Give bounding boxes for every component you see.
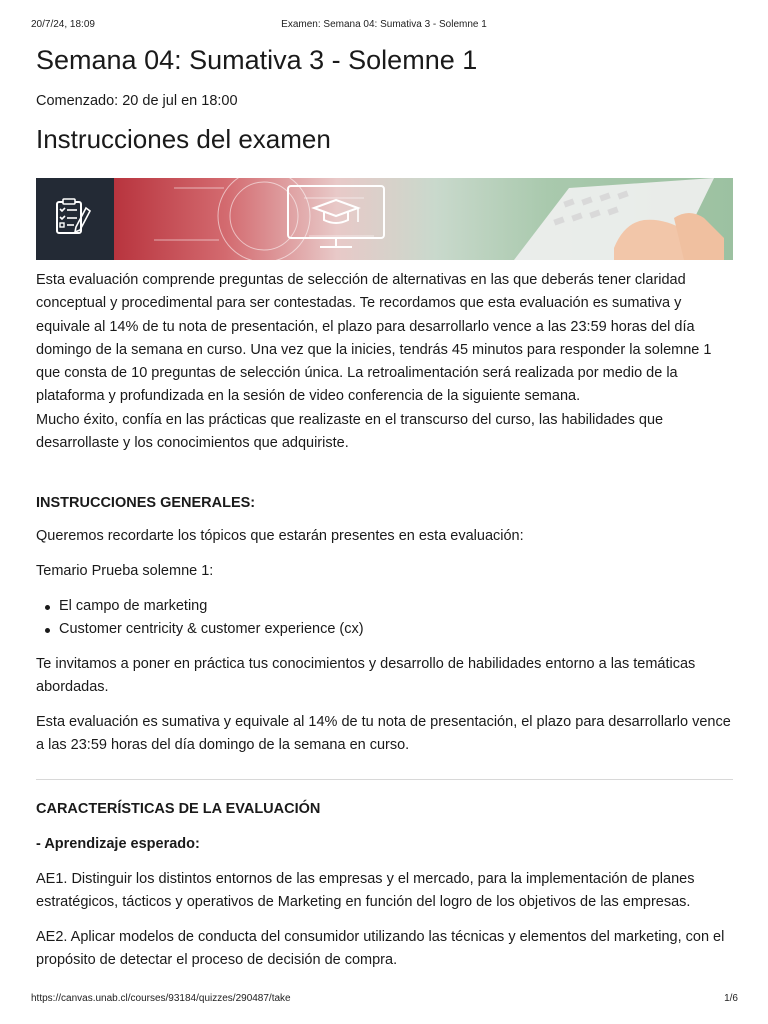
topic-label: El campo de marketing (59, 598, 208, 614)
bullet-icon (45, 628, 50, 633)
section-divider (36, 779, 733, 780)
print-header (0, 19, 768, 33)
quiz-title: Semana 04: Sumativa 3 - Solemne 1 (36, 45, 478, 75)
intro-text-1: Esta evaluación comprende preguntas de selección de alternativas en las que deberás tener claridad conceptual y procedimental para ser contestadas. Te recordamos que esta evaluación es sumativa y equivale al 14% de tu nota de presentación, el plazo para desarrollarlo vence a las 23:59 horas del día domingo de la semana en curso. Una vez que la inicies, tendrás 45 minutos para responder la solemne 1 que consta de 10 preguntas de selección única. La retroalimentación será realizada por medio de la plataforma y profundizada en la sesión de video conferencia de la siguiente semana. (36, 272, 712, 405)
print-page-number: 1/6 (724, 993, 738, 1004)
evaluation-note-text: Esta evaluación es sumativa y equivale al 14% de tu nota de presentación, el plazo para desarrollarlo vence a las 23:59 horas del día domingo de la semana en curso. (36, 714, 731, 754)
print-footer (0, 993, 768, 1007)
syllabus-label: Temario Prueba solemne 1: (36, 563, 214, 579)
topics-list (36, 595, 733, 642)
print-datetime: 20/7/24, 18:09 (31, 19, 95, 30)
exam-checklist-icon (36, 178, 114, 260)
course-banner-image (36, 178, 733, 260)
print-url: https://canvas.unab.cl/courses/93184/quizzes/290487/take (31, 993, 291, 1004)
general-instructions-heading: INSTRUCCIONES GENERALES: (36, 495, 256, 511)
banner-graphic (114, 178, 733, 260)
invite-text: Te invitamos a poner en práctica tus conocimientos y desarrollo de habilidades entorno a las temáticas abordadas. (36, 656, 696, 696)
topic-label: Customer centricity & customer experience (cx) (59, 621, 364, 638)
learning-outcome-ae1: AE1. Distinguir los distintos entornos de las empresas y el mercado, para la implementación de planes estratégicos, tácticos y operativos de Marketing en función del logro de los objetivos de las empresas. (36, 871, 695, 911)
expected-learning-heading: - Aprendizaje esperado: (36, 836, 200, 852)
quiz-started-time: Comenzado: 20 de jul en 18:00 (36, 93, 238, 109)
list-item (36, 618, 733, 641)
instructions-heading: Instrucciones del examen (36, 124, 331, 154)
intro-paragraph (36, 269, 733, 455)
characteristics-heading: CARACTERÍSTICAS DE LA EVALUACIÓN (36, 801, 321, 817)
bullet-icon (45, 605, 50, 610)
list-item (36, 595, 733, 618)
intro-text-2: Mucho éxito, confía en las prácticas que realizaste en el transcurso del curso, las habilidades que desarrollaste y los conocimientos que adquiriste. (36, 411, 664, 452)
topics-intro-text: Queremos recordarte los tópicos que estarán presentes en esta evaluación: (36, 528, 524, 544)
learning-outcome-ae2: AE2. Aplicar modelos de conducta del consumidor utilizando las técnicas y elementos del marketing, con el propósito de detectar el proceso de decisión de compra. (36, 929, 725, 969)
print-page-title: Examen: Semana 04: Sumativa 3 - Solemne 1 (281, 19, 487, 30)
